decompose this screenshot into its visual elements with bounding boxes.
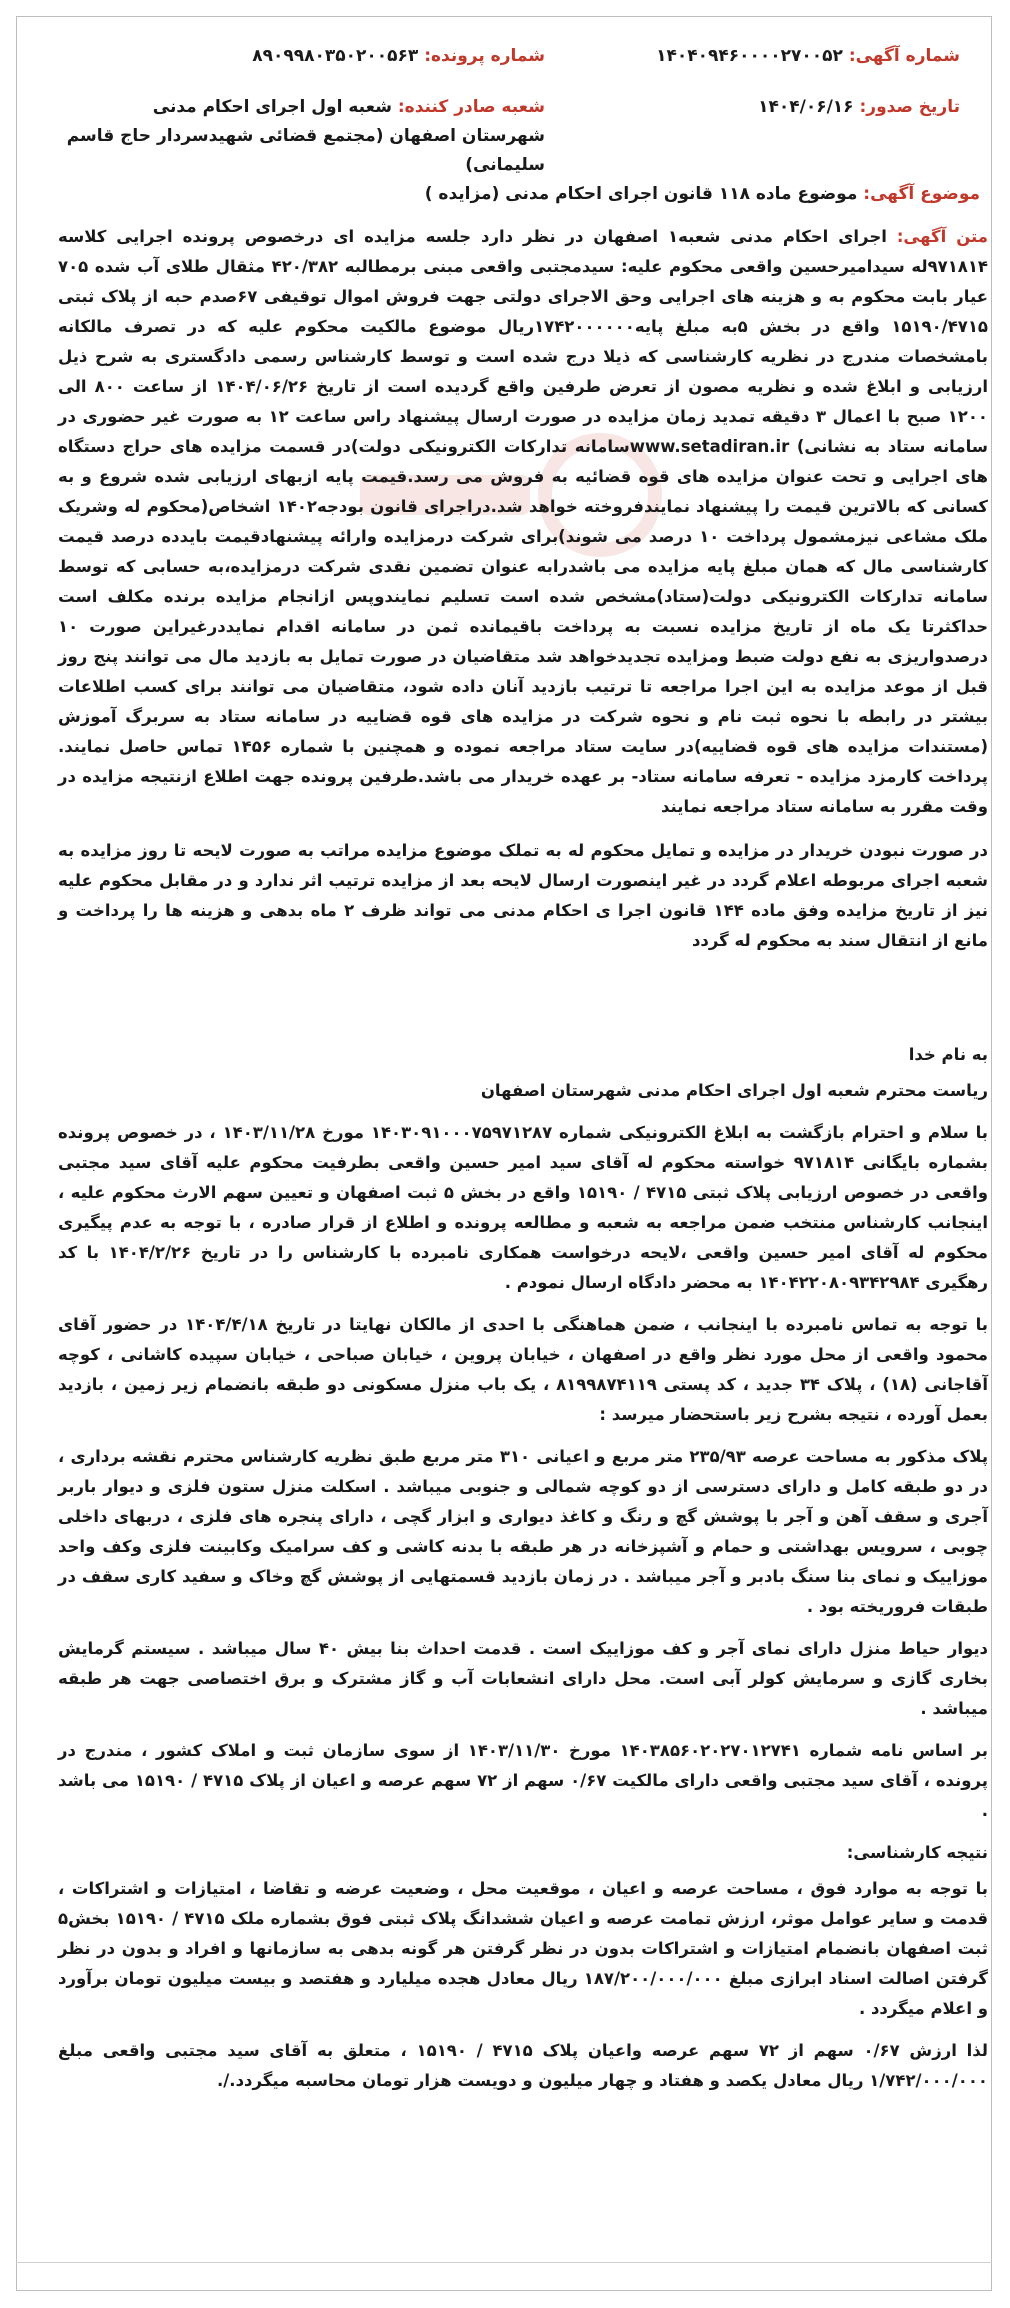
issuer [65, 93, 545, 180]
case-number [252, 42, 545, 70]
report-paragraph-1: با سلام و احترام بازگشت به ابلاغ الکترونیکی شماره ۱۴۰۳۰۹۱۰۰۰۷۵۹۷۱۲۸۷ مورخ ۱۴۰۳/۱۱/۲۸ ، در خصوص پرونده بشماره بایگانی ۹۷۱۸۱۴ خواسته محکوم له آقای سید امیر حسین واقعی بطرفیت محکوم علیه آقای سید مجتبی واقعی در خصوص ارزیابی پلاک ثبتی ۴۷۱۵ / ۱۵۱۹۰ واقع در بخش ۵ ثبت اصفهان و تعیین سهم الارث محکوم علیه ، اینجانب کارشناس منتخب ضمن مراجعه به شعبه و مطالعه پرونده و اطلاع از قرار صادره ، با توجه به عدم پیگیری محکوم له آقای امیر حسین واقعی ،لایحه درخواست همکاری نامبرده با کارشناس را در تاریخ ۱۴۰۴/۲/۲۶ با کد رهگیری ۱۴۰۴۲۲۰۸۰۹۳۴۲۹۸۴ به محضر دادگاه ارسال نمودم . [58, 1123, 989, 1292]
issue-date-value: ۱۴۰۴/۰۶/۱۶ [758, 97, 854, 117]
report-paragraph-3: پلاک مذکور به مساحت عرصه ۲۳۵/۹۳ متر مربع و اعیانی ۳۱۰ متر مربع طبق نظریه کارشناس محترم نقشه برداری ، در دو طبقه کامل و دارای دسترسی از دو کوچه شمالی و جنوبی میباشد . اسکلت منزل ستون فلزی و دیوار باربر آجری و سقف آهن و آجر با پوشش گچ و رنگ و کاغذ دیواری و ابزار گچی ، دارای پنجره های فلزی ، دربهای داخلی چوبی ، سرویس بهداشتی و حمام و آشپزخانه در هر طبقه با بدنه کاشی و کف سرامیک وکابینت فلزی وکف واحد موزاییک و نمای بنا سنگ بادبر و آجر میباشد . در زمان بازدید قسمتهایی از پوشش گچ وخاک و سفید کاری سقف در طبقات فروریخته بود . [58, 1447, 989, 1616]
conclusion-paragraph-1: با توجه به موارد فوق ، مساحت عرصه و اعیان ، موقعیت محل ، وضعیت عرضه و تقاضا ، امتیازات و اشتراکات ، قدمت و سایر عوامل موثر، ارزش تمامت عرصه و اعیان ششدانگ پلاک ثبتی فوق بشماره ملک ۴۷۱۵ / ۱۵۱۹۰ بخش۵ ثبت اصفهان بانضمام امتیازات و اشتراکات بدون در نظر گرفتن هر گونه بدهی به سازمانها و افراد و بدون در نظر گرفتن اصالت اسناد ابرازی مبلغ ۱۸۷/۲۰۰/۰۰۰/۰۰۰ ریال معادل هجده میلیارد و هفتصد و بیست میلیون تومان برآورد و اعلام میگردد . [58, 1879, 989, 2018]
report-opening: به نام خدا [908, 1045, 988, 1064]
conclusion-title: نتیجه کارشناسی: [846, 1843, 988, 1862]
issuer-value: شعبه اول اجرای احکام مدنی شهرستان اصفهان (مجتمع قضائی شهیدسردار حاج قاسم سلیمانی) [66, 97, 545, 175]
ad-no-buyer-paragraph: در صورت نبودن خریدار در مزایده و تمایل محکوم له به تملک موضوع مزایده مراتب به صورت لایحه تا روز مزایده به شعبه اجرای مربوطه اعلام گردد در غیر اینصورت ارسال لایحه بعد از مزایده ترتیب اثر ندارد و در مقابل محکوم علیه نیز از تاریخ مزایده وفق ماده ۱۴۴ قانون اجرا ی احکام مدنی می تواند ظرف ۲ ماه بدهی و هزینه ها را پرداخت و مانع از انتقال سند به محکوم له گردد [58, 841, 988, 950]
footer-divider [16, 2262, 992, 2263]
subject-label: موضوع آگهی: [863, 184, 980, 204]
ad-text-intro: اجرای احکام مدنی شعبه۱ اصفهان در نظر دارد جلسه مزایده ای درخصوص پرونده اجرایی کلاسه ۹۷۱۸۱۴له سیدامیرحسین واقعی محکوم علیه: سیدمجتبی واقعی مبنی برمطالبه ۴۲۰/۳۸۲ مثقال طلای آب شده ۷۰۵ عیار بابت محکوم به و هزینه های اجرایی وحق الاجرای دولتی جهت فروش اموال توقیفی ۶۷صدم حبه از پلاک ثبتی ۱۵۱۹۰/۴۷۱۵ واقع در بخش ۵به مبلغ پایه۱۷۴۲۰۰۰۰۰۰ریال موضوع مالکیت محکوم علیه که در تصرف مالکانه بامشخصات مندرج در نظریه کارشناسی که ذیلا درج شده است و توسط کارشناس رسمی دادگستری به شرح ذیل ارزیابی و ابلاغ شده و نظریه مصون از تعرض طرفین واقع گردیده است از تاریخ ۱۴۰۴/۰۶/۲۶ از ساعت ۸۰۰ الی ۱۲۰۰ صبح با اعمال ۳ دقیقه تمدید زمان مزایده در صورت ارسال پیشنهاد راس ساعت ۱۲ به صورت غیر حضوری در سامانه ستاد به نشانی) www.setadiran.irسامانه تدارکات الکترونیکی دولت)در قسمت مزایده های حراج دستگاه های اجرایی و تحت عنوان مزایده های قوه قضائیه به فروش می رسد.قیمت پایه ازبهای ارزیابی شده شروع و به کسانی که بالاترین قیمت را پیشنهاد نمایندفروخته خواهد شد.دراجرای قانون بودجه۱۴۰۲ اشخاص(محکوم له وشریک ملک مشاعی نیزمشمول پرداخت ۱۰ درصد می شوند)برای شرکت درمزایده وارائه پیشنهادقیمت بایدده درصد قیمت کارشناسی مال که همان مبلغ پایه مزایده می باشدرابه عنوان تضمین نقدی شرکت درمزایده،به حسابی که توسط سامانه تدارکات الکترونیکی دولت(ستاد)مشخص شده است تسلیم نمایندوپس ازانجام مزایده برنده مکلف است حداکثرتا یک ماه از تاریخ مزایده نسبت به پرداخت باقیمانده ثمن در سامانه اقدام نمایددرغیراین صورت ۱۰ درصدواریزی به نفع دولت ضبط ومزایده تجدیدخواهد شد متقاضیان در صورت تمایل به بازدید مال می توانند پنج روز قبل از موعد مزایده به این اجرا مراجعه تا ترتیب بازدید آنان داده شود، متقاضیان می توانند برای کسب اطلاعات بیشتر در رابطه با نحوه ثبت نام و نحوه شرکت در مزایده های قوه قضاییه در سامانه ستاد به سربرگ آموزش (مستندات مزایده های قوه قضاییه)در سایت ستاد مراجعه نموده و همچنین با شماره ۱۴۵۶ تماس حاصل نمایند. پرداخت کارمزد مزایده - تعرفه سامانه ستاد- بر عهده خریدار می باشد.طرفین پرونده جهت اطلاع ازنتیجه مزایده در وقت مقرر به سامانه ستاد مراجعه نمایند [58, 227, 989, 816]
subject-value: موضوع ماده ۱۱۸ قانون اجرای احکام مدنی (مزایده ) [424, 184, 858, 204]
issue-date [758, 93, 960, 121]
ad-text-label: متن آگهی: [896, 227, 989, 246]
report-addressee: ریاست محترم شعبه اول اجرای احکام مدنی شهرستان اصفهان [480, 1081, 988, 1100]
ad-text-paragraph [58, 222, 988, 822]
ad-number-value: ۱۴۰۴۰۹۴۶۰۰۰۰۲۷۰۰۵۲ [656, 46, 843, 66]
case-number-label: شماره پرونده: [424, 46, 545, 66]
issue-date-label: تاریخ صدور: [859, 97, 960, 117]
conclusion-paragraph-2: لذا ارزش ۰/۶۷ سهم از ۷۲ سهم عرصه واعیان پلاک ۴۷۱۵ / ۱۵۱۹۰ ، متعلق به آقای سید مجتبی واقعی مبلغ ۱/۷۴۲/۰۰۰/۰۰۰ ریال معادل یکصد و هفتاد و چهار میلیون و دویست هزار تومان محاسبه میگردد./. [58, 2041, 988, 2090]
ad-body [58, 222, 988, 968]
ad-number-label: شماره آگهی: [848, 46, 960, 66]
case-number-value: ۸۹۰۹۹۸۰۳۵۰۲۰۰۵۶۳ [252, 46, 419, 66]
issuer-label: شعبه صادر کننده: [397, 97, 545, 117]
report-paragraph-5: بر اساس نامه شماره ۱۴۰۳۸۵۶۰۲۰۲۷۰۱۲۷۴۱ مورخ ۱۴۰۳/۱۱/۳۰ از سوی سازمان ثبت و املاک کشور ، مندرج در پرونده ، آقای سید مجتبی واقعی دارای مالکیت ۰/۶۷ سهم از ۷۲ سهم عرصه و اعیان از پلاک ۴۷۱۵ / ۱۵۱۹۰ می باشد . [58, 1741, 988, 1820]
ad-subject [425, 180, 980, 208]
report-paragraph-2: با توجه به تماس نامبرده با اینجانب ، ضمن هماهنگی با احدی از مالکان نهایتا در تاریخ ۱۴۰۴/۴/۱۸ در حضور آقای محمود واقعی از محل مورد نظر واقع در اصفهان ، خیابان پروین ، خیابان صباحی ، خیابان سپیده کاشانی ، کوچه آقاجانی (۱۸) ، پلاک ۳۴ جدید ، کد پستی ۸۱۹۹۸۷۴۱۱۹ ، یک باب منزل مسکونی دو طبقه بانضمام زیر زمین ، بازدید بعمل آورده ، نتیجه بشرح زیر باستحضار میرسد : [58, 1315, 988, 1424]
report-paragraph-4: دیوار حیاط منزل دارای نمای آجر و کف موزاییک است . قدمت احداث بنا بیش ۴۰ سال میباشد . سیستم گرمایش بخاری گازی و سرمایش کولر آبی است. محل دارای انشعابات آب و گاز مشترک و برق اختصاصی جهت هر طبقه میباشد . [58, 1639, 988, 1718]
ad-number [656, 42, 960, 70]
expert-report [58, 1040, 988, 2108]
